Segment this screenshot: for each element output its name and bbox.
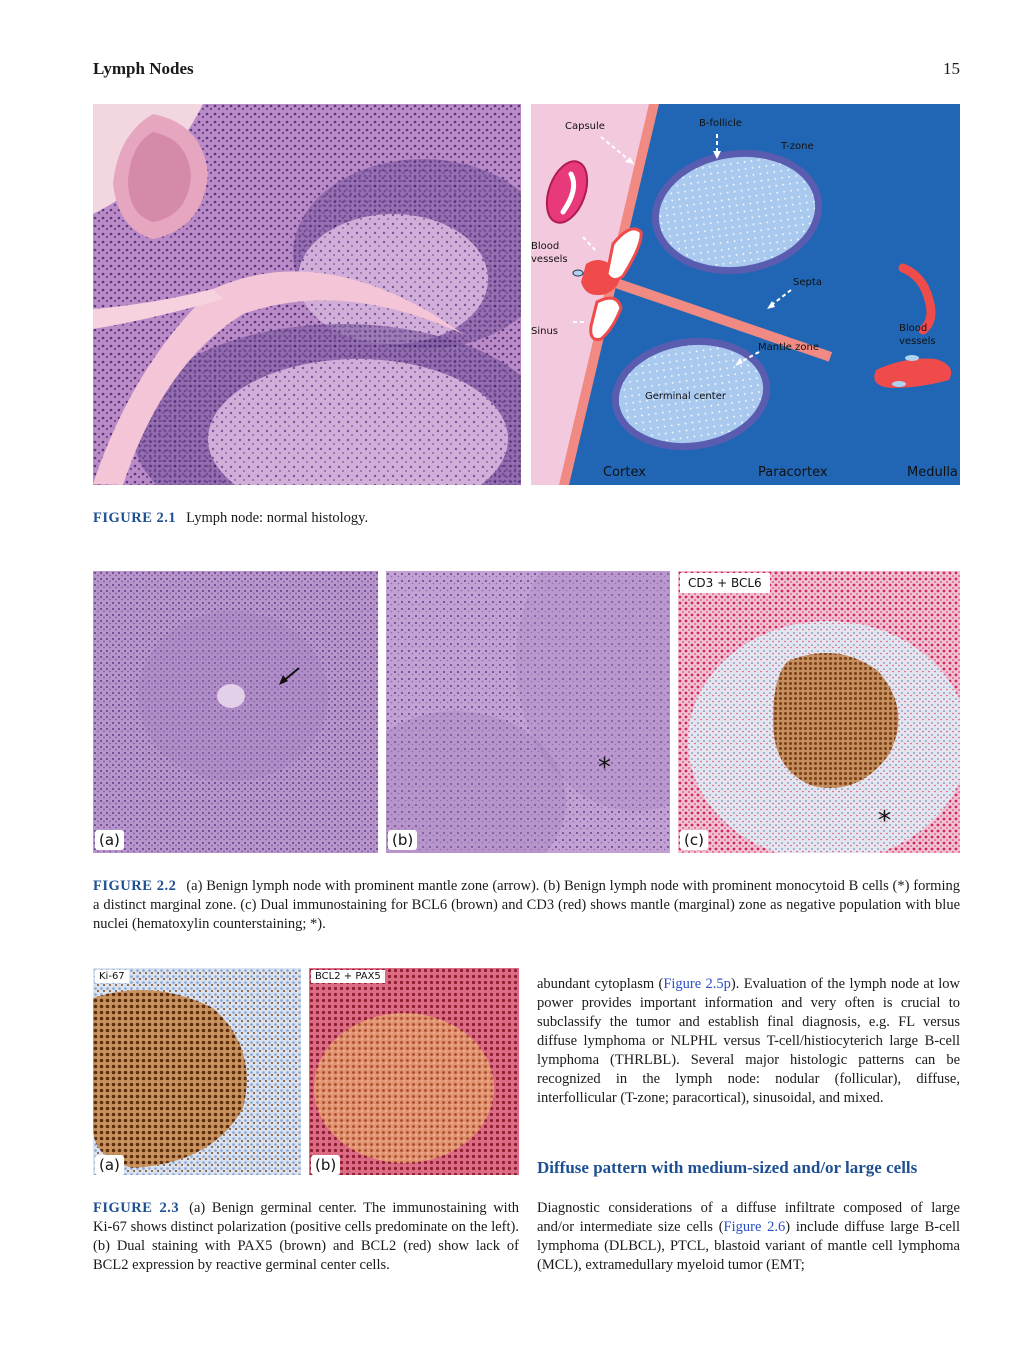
figure-2-1-caption-text: Lymph node: normal histology. [186, 510, 369, 526]
paragraph-1-text-start: abundant cytoplasm ( [537, 976, 664, 992]
figure-2-2-label: FIGURE 2.2 [93, 878, 177, 894]
cortex-label: Cortex [603, 465, 646, 480]
medulla-label: Medulla [907, 465, 958, 480]
figure-2-3-panel-b-tag: (b) [311, 1155, 340, 1175]
capsule-label: Capsule [565, 121, 605, 132]
figure-2-1-label: FIGURE 2.1 [93, 510, 177, 526]
b-follicle-label: B-follicle [699, 118, 742, 129]
blood-vessels-left-label-2: vessels [531, 254, 568, 265]
figure-2-5p-link[interactable]: Figure 2.5p [663, 976, 731, 992]
figure-2-3-caption [93, 1199, 519, 1275]
body-paragraph-1 [537, 975, 960, 1108]
figure-2-2-panel-a-tag: (a) [95, 830, 124, 850]
paragraph-1-text-end: ). Evaluation of the lymph node at low power provides important information and very often is crucial to subclassify the tumor and establish final diagnosis, e.g. FL versus diffuse lymphoma or NLPHL versus T-cell/histiocyterich large B-cell lymphoma (THRLBL). Several major histologic patterns can be recognized in the lymph node: nodular (follicular), diffuse, interfollicular (T-zone; paracortical), sinusoidal, and mixed. [537, 976, 960, 1106]
figure-2-2-caption-text: (a) Benign lymph node with prominent mantle zone (arrow). (b) Benign lymph node with prominent monocytoid B cells (*) forming a distinct marginal zone. (c) Dual immunostaining for BCL6 (brown) and CD3 (red) shows mantle (marginal) zone as negative population with blue nuclei (hematoxylin counterstaining; *). [93, 878, 960, 932]
figure-2-2-panel-b-tag: (b) [388, 830, 417, 850]
septa-label: Septa [793, 277, 822, 288]
paragraph-2-text-end: ) include diffuse large B-cell lymphoma (DLBCL), PTCL, blastoid variant of mantle cell lymphoma (MCL), extramedullary myeloid tumor (EMT; [537, 1219, 961, 1273]
figure-2-3-panel-b-stain-tag: BCL2 + PAX5 [311, 970, 385, 983]
sinus-label: Sinus [531, 326, 559, 337]
running-head: Lymph Nodes [93, 59, 194, 78]
blood-vessels-right-label-2: vessels [899, 336, 936, 347]
figure-2-3-panel-a-image [93, 968, 301, 1175]
figure-2-6-link[interactable]: Figure 2.6 [723, 1219, 786, 1235]
figure-2-3-label: FIGURE 2.3 [93, 1200, 180, 1216]
figure-2-2-panel-a-image [93, 571, 378, 853]
paracortex-label: Paracortex [758, 465, 828, 480]
figure-2-1-caption [93, 509, 960, 528]
figure-2-3-caption-text: (a) Benign germinal center. The immunostaining with Ki-67 shows distinct polarization (positive cells predominate on the left). (b) Dual staining with PAX5 (brown) and BCL2 (red) show lack of BCL2 expression by reactive germinal center cells. [93, 1200, 519, 1273]
figure-2-1-lymph-node-diagram [531, 104, 960, 485]
figure-2-3-panel-b-image [309, 968, 519, 1175]
blood-vessels-right-label: Blood [899, 323, 928, 334]
paragraph-2-text-start: Diagnostic considerations of a diffuse infiltrate composed of large and/or intermediate size cells ( [537, 1200, 960, 1235]
figure-2-2-panel-c-stain-tag: CD3 + BCL6 [680, 573, 770, 593]
figure-2-2-panel-b-image [386, 571, 670, 853]
figure-2-2-caption [93, 877, 960, 934]
figure-2-2-panel-c-image [678, 571, 960, 853]
figure-2-2-asterisk-c: * [878, 806, 891, 836]
mantle-zone-label: Mantle zone [758, 342, 819, 353]
figure-2-2-asterisk-b: * [598, 753, 611, 783]
section-heading: Diffuse pattern with medium-sized and/or large cells [537, 1158, 918, 1177]
figure-2-3-panel-a-stain-tag: Ki-67 [95, 970, 129, 983]
germinal-center-label: Germinal center [645, 391, 726, 402]
page-number: 15 [943, 59, 960, 78]
figure-2-1-histology-image [93, 104, 521, 485]
t-zone-label: T-zone [781, 141, 814, 152]
body-paragraph-2 [537, 1199, 960, 1275]
blood-vessels-left-label: Blood [531, 241, 560, 252]
figure-2-3-panel-a-tag: (a) [95, 1155, 124, 1175]
figure-2-2-panel-c-tag: (c) [680, 830, 708, 850]
